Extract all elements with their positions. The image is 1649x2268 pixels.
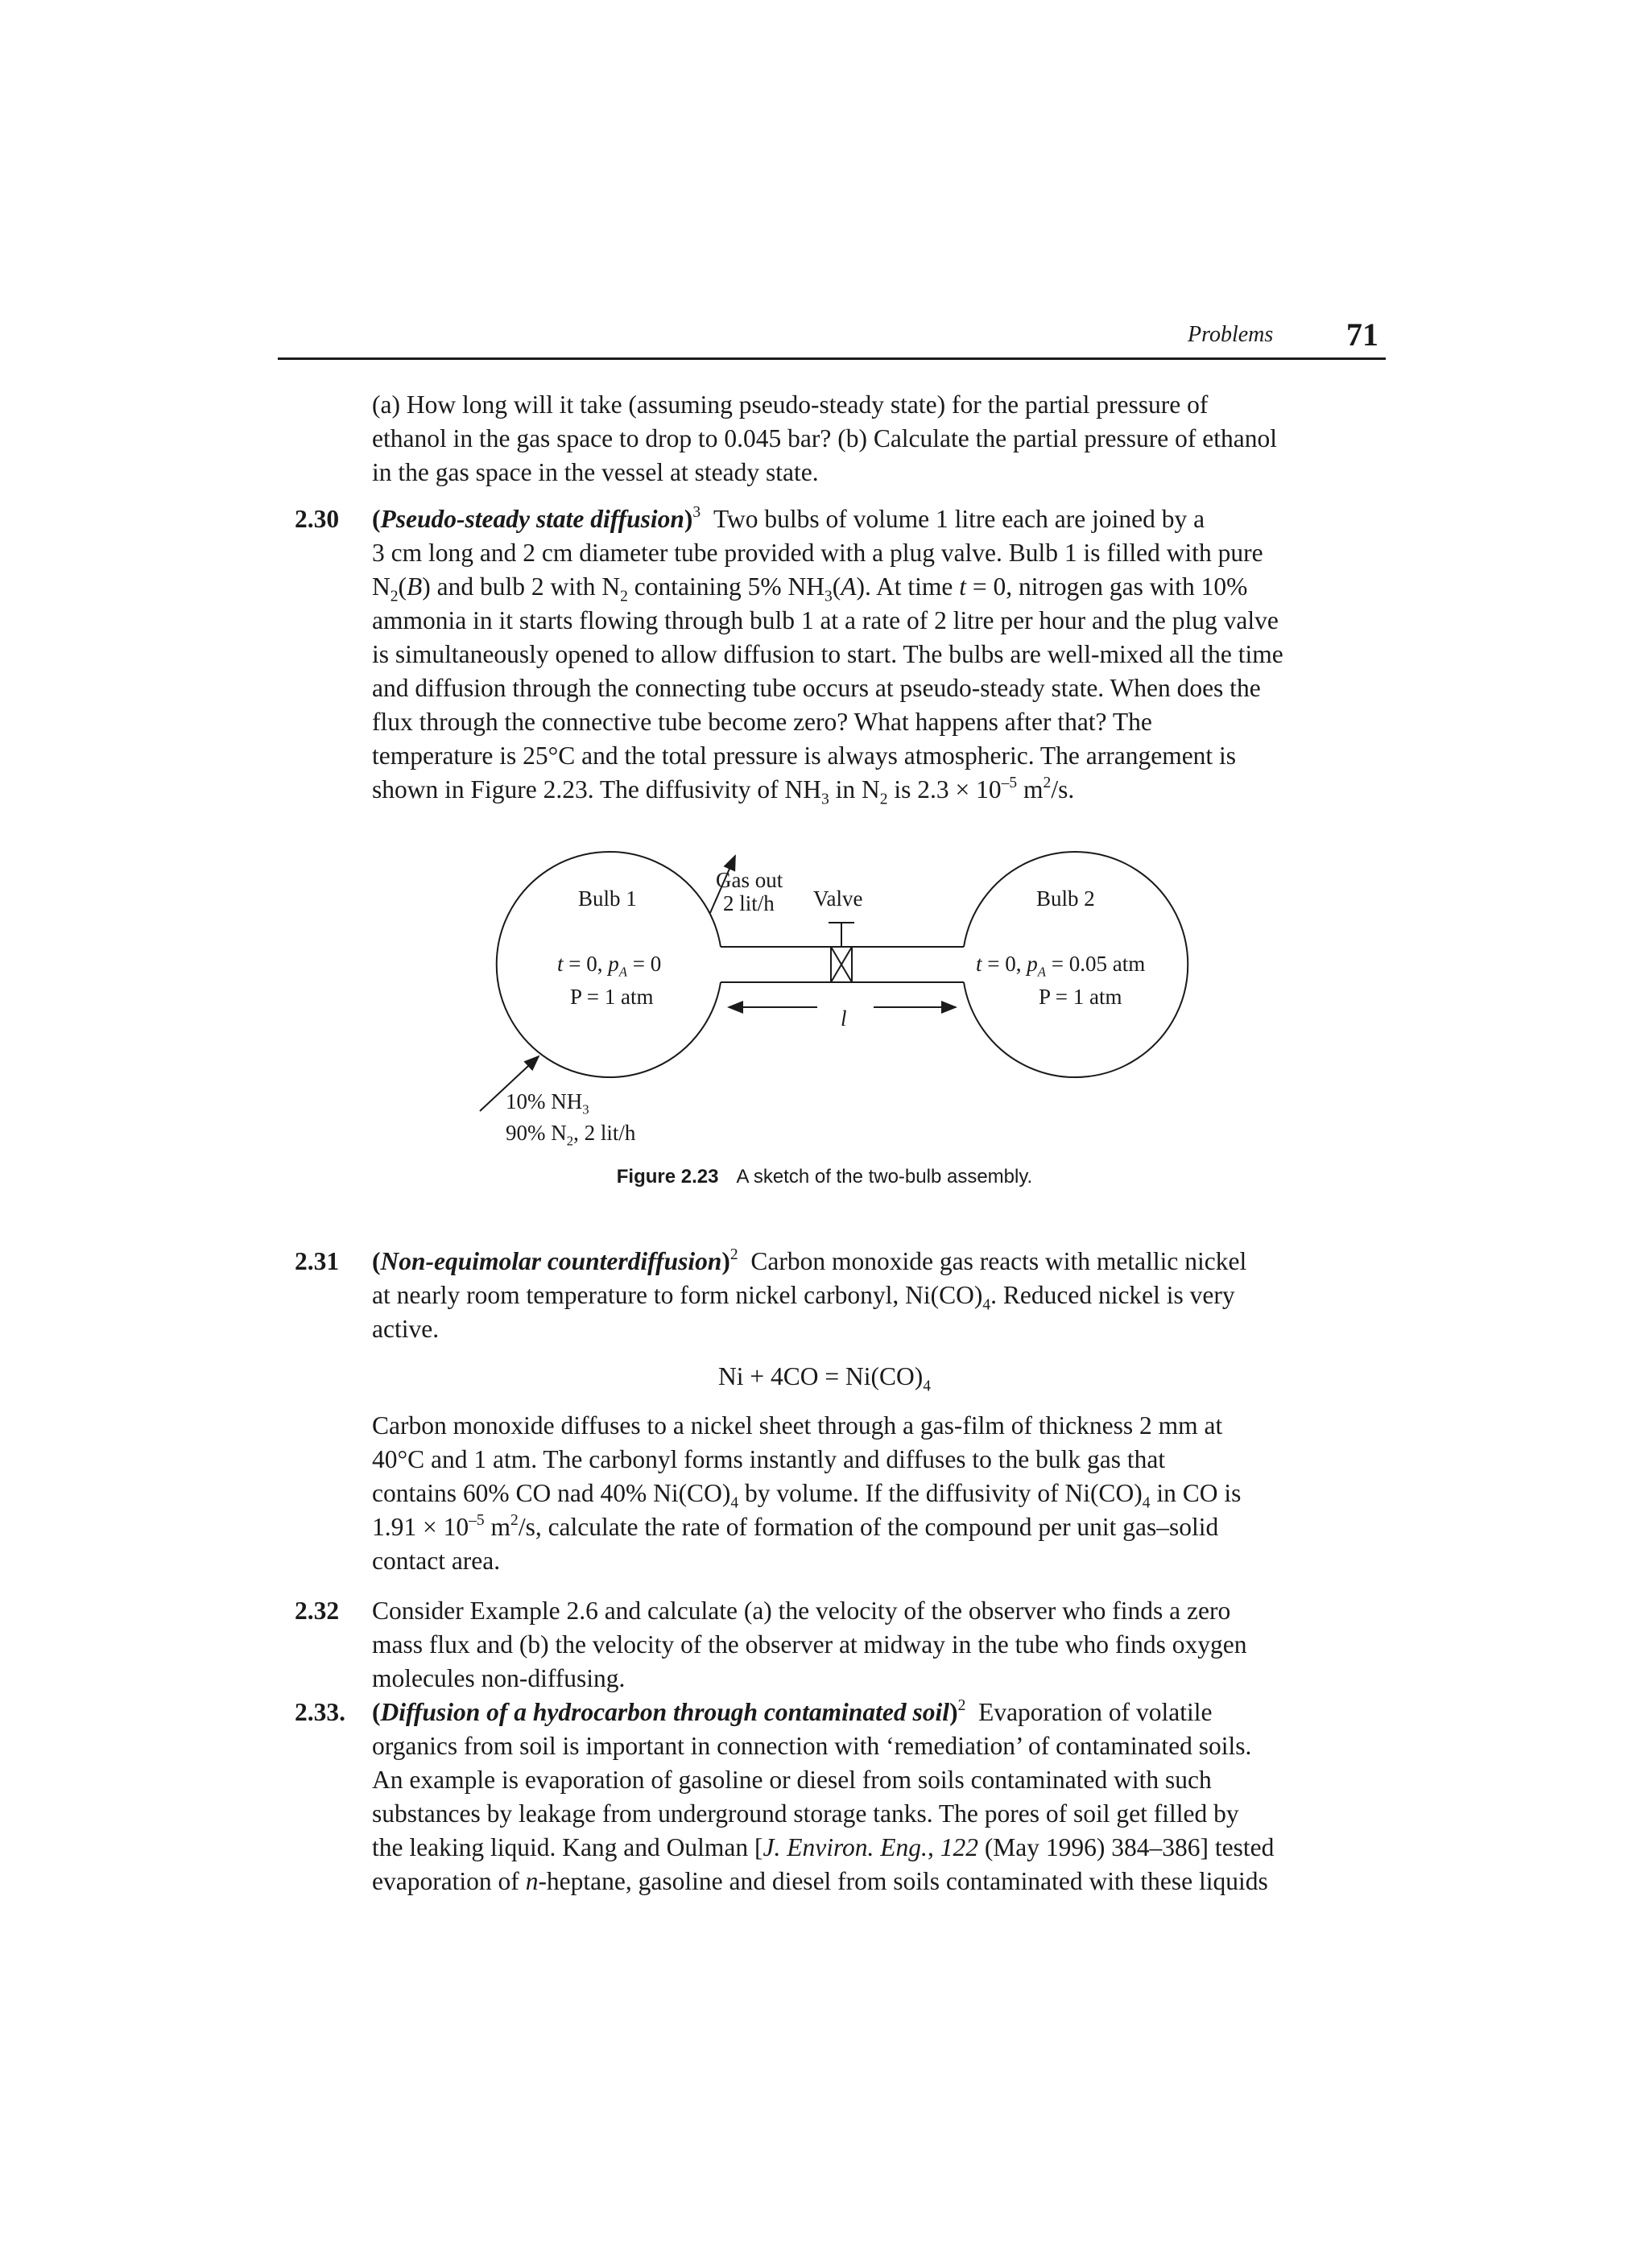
problem-number: 2.33. [295,1698,345,1726]
figure-label: Figure 2.23 [616,1166,719,1188]
bulb-1-pressure: P = 1 atm [570,985,654,1009]
text-line: mass flux and (b) the velocity of the observer at midway in the tube who finds oxygen [372,1630,1247,1659]
gas-out-rate-label: 2 lit/h [723,891,775,915]
header-rule [278,357,1386,360]
text-line: (Diffusion of a hydrocarbon through contaminated soil)$^2$ Evaporation of volatile [372,1696,1213,1726]
continuation-text [372,388,1383,490]
problem-number: 2.31 [295,1247,340,1275]
problem-title: Non-equimolar counterdiffusion [380,1247,722,1275]
page-number: 71 [1346,316,1378,353]
text-line: molecules non-diffusing. [372,1664,626,1692]
bulb-2-label: Bulb 2 [1036,886,1095,911]
bulb-2-initial-condition: t = 0, $p_A = 0.05$ atm [976,952,1146,980]
text-line: shown in Figure 2.23. The diffusivity of $NH_3$ in $N_2$ is $2.3 \times 10^{-5}$ $m^2/s$. [372,774,1075,808]
journal-volume: 122 [940,1833,978,1861]
two-bulb-figure [451,829,1224,1167]
problem-2-31 [372,1245,1383,1346]
text-line: is simultaneously opened to allow diffusion to start. The bulbs are well-mixed all the time [372,640,1283,668]
problem-title: Diffusion of a hydrocarbon through contaminated soil [380,1698,950,1726]
text-line: Consider Example 2.6 and calculate (a) the velocity of the observer who finds a zero [372,1597,1231,1625]
tube-length-label: l [841,1006,847,1031]
text-line: ammonia in it starts flowing through bulb 1 at a rate of 2 litre per hour and the plug valve [372,606,1279,634]
valve-label: Valve [813,886,863,911]
problem-number: 2.30 [295,505,340,533]
problem-title: Pseudo-steady state diffusion [380,505,684,533]
text-line: (Non-equimolar counterdiffusion)$^2$ Carbon monoxide gas reacts with metallic nickel [372,1246,1247,1275]
text-line: ethanol in the gas space to drop to 0.045 bar? (b) Calculate the partial pressure of ethanol [372,424,1277,452]
problem-2-33 [372,1696,1383,1898]
feed-composition-nh3: 10% $NH_3$ [506,1089,589,1117]
text-line: Carbon monoxide diffuses to a nickel sheet through a gas-film of thickness 2 mm at [372,1411,1223,1440]
text-line: active. [372,1315,440,1343]
text-line: 3 cm long and 2 cm diameter tube provided with a plug valve. Bulb 1 is filled with pure [372,539,1263,567]
bulb-2-pressure: P = 1 atm [1039,985,1122,1009]
bulb-1-label: Bulb 1 [578,886,637,911]
text-line: contains 60% CO nad 40% $Ni(CO)_4$ by volume. If the diffusivity of $Ni(CO)_4$ in CO is [372,1479,1242,1512]
text-line: $N_2(B)$ and bulb 2 with $N_2$ containing 5% $NH_3(A)$. At time t = 0, nitrogen gas with 10% [372,572,1248,605]
reaction-equation: $Ni + 4CO = Ni(CO)_4$ [717,1362,932,1395]
text-line: in the gas space in the vessel at steady state. [372,458,819,486]
text-line: $1.91 \times 10^{-5}$ $m^2/s$, calculate the rate of formation of the compound per unit gas–solid [372,1511,1219,1541]
text-line: (Pseudo-steady state diffusion)$^3$ Two bulbs of volume 1 litre each are joined by a [372,503,1205,533]
text-line: and diffusion through the connecting tube occurs at pseudo-steady state. When does the [372,674,1261,702]
footnote-ref: 3 [692,503,701,521]
text-line: organics from soil is important in connection with ‘remediation’ of contaminated soils. [372,1732,1252,1760]
problem-number: 2.32 [295,1597,340,1625]
title-paren: ( [372,505,381,533]
problem-2-32 [372,1594,1383,1696]
bulb-1-initial-condition: t = 0, $p_A = 0$ [557,952,662,980]
footnote-ref: 2 [957,1696,966,1714]
text-line: 40°C and 1 atm. The carbonyl forms instantly and diffuses to the bulk gas that [372,1445,1166,1473]
title-paren: ) [684,505,693,533]
feed-composition-n2: 90% $N_2$, 2 lit/h [506,1121,636,1149]
text-line: evaporation of n-heptane, gasoline and diesel from soils contaminated with these liquids [372,1867,1268,1895]
text-line: the leaking liquid. Kang and Oulman [J. Environ. Eng., 122 (May 1996) 384–386] tested [372,1833,1275,1861]
text-line: temperature is 25°C and the total pressure is always atmospheric. The arrangement is [372,742,1237,770]
gas-out-label: Gas out [716,868,783,892]
text-line: at nearly room temperature to form nickel carbonyl, $Ni(CO)_4$. Reduced nickel is very [372,1281,1235,1314]
text-line: contact area. [372,1547,501,1575]
journal-name: J. Environ. Eng. [763,1833,928,1861]
figure-caption [0,1166,1649,1188]
problem-2-31-body [372,1409,1383,1578]
text-line: (a) How long will it take (assuming pseudo-steady state) for the partial pressure of [372,390,1209,419]
caption-text: A sketch of the two-bulb assembly. [736,1166,1033,1188]
problem-2-30 [372,502,1383,807]
running-title: Problems [1188,322,1274,347]
text-line: substances by leakage from underground storage tanks. The pores of soil get filled by [372,1799,1239,1828]
text-line: flux through the connective tube become zero? What happens after that? The [372,708,1152,736]
text-line: An example is evaporation of gasoline or diesel from soils contaminated with such [372,1766,1212,1794]
footnote-ref: 2 [729,1246,738,1263]
